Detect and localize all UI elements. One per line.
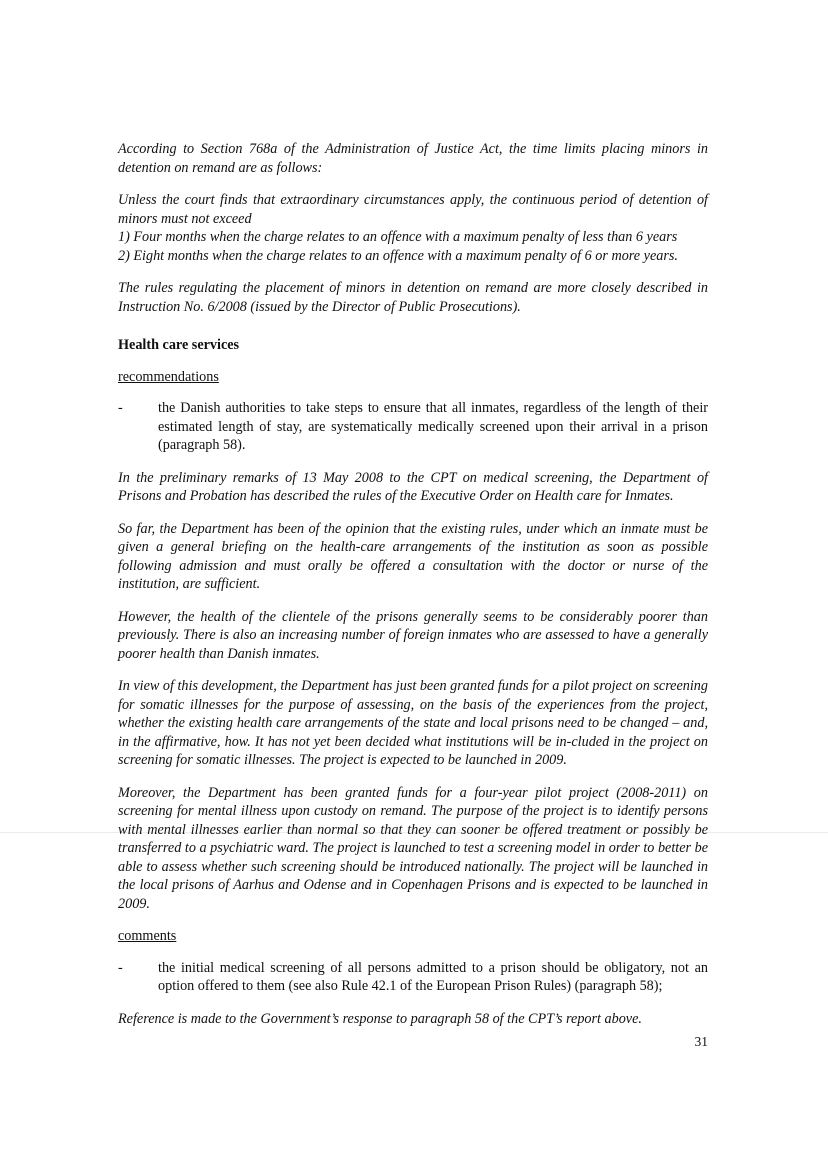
- document-page: [118, 140, 708, 1042]
- intro-paragraph-2-line-3: 2) Eight months when the charge relates to an offence with a maximum penalty of 6 or more years.: [118, 247, 678, 264]
- intro-paragraph-2-line-1: Unless the court finds that extraordinary circumstances apply, the continuous period of detention of minors must not exceed: [118, 192, 708, 227]
- section-heading: Health care services: [118, 337, 240, 353]
- response-paragraph-5: Moreover, the Department has been granted funds for a four-year pilot project (2008-2011) on screening for mental illness upon custody on remand. The purpose of the project is to identify persons with mental illnesses earlier than normal so that they can sooner be offered treatment or possibly be transferred to a psychiatric ward. The project is launched to test a screening model in order to better be able to assess whether such screening should be introduced nationally. The project will be launched in the local prisons of Aarhus and Odense and in Copenhagen Prisons and is expected to be launched in 2009.: [118, 784, 708, 912]
- response-paragraph-1: In the preliminary remarks of 13 May 2008 to the CPT on medical screening, the Department of Prisons and Probation has described the rules of the Executive Order on Health care for Inmates.: [118, 469, 708, 504]
- page-number: 31: [694, 1034, 708, 1049]
- comments-label: comments: [118, 928, 177, 944]
- comment-text: the initial medical screening of all persons admitted to a prison should be obligatory, not an option offered to them (see also Rule 42.1 of the European Prison Rules) (paragraph 58);: [158, 959, 708, 994]
- bullet-dash: -: [118, 400, 123, 416]
- intro-paragraph-1: According to Section 768a of the Administration of Justice Act, the time limits placing minors in detention on remand are as follows:: [118, 141, 708, 176]
- intro-paragraph-2-line-2: 1) Four months when the charge relates to an offence with a maximum penalty of less than 6 years: [118, 229, 678, 245]
- response-paragraph-4: In view of this development, the Department has just been granted funds for a pilot project on screening for somatic illnesses for the purpose of assessing, on the basis of the experiences from the project, whether the existing health care arrangements of the state and local prisons need to be changed – and, in the affirmative, how. It has not yet been decided what institutions will be in-cluded in the project on screening for somatic illnesses. The project is expected to be launched in 2009.: [118, 678, 708, 768]
- intro-paragraph-2: [118, 191, 708, 265]
- response-paragraph-2: So far, the Department has been of the opinion that the existing rules, under which an inmate must be given a general briefing on the health-care arrangements of the institution as soon as possible following admission and must orally be offered a consultation with the doctor or nurse of the institution, are sufficient.: [118, 520, 708, 592]
- recommendation-text: the Danish authorities to take steps to ensure that all inmates, regardless of the length of their estimated length of stay, are systematically medically screened upon their arrival in a prison (paragraph 58).: [158, 400, 708, 453]
- comment-item: [118, 959, 708, 996]
- recommendation-item: [118, 399, 708, 455]
- recommendations-label: recommendations: [118, 368, 219, 385]
- intro-paragraph-3: The rules regulating the placement of minors in detention on remand are more closely described in Instruction No. 6/2008 (issued by the Director of Public Prosecutions).: [118, 280, 708, 315]
- bullet-dash: -: [118, 959, 123, 976]
- closing-paragraph: Reference is made to the Government’s response to paragraph 58 of the CPT’s report above.: [118, 1010, 642, 1027]
- response-paragraph-3: However, the health of the clientele of the prisons generally seems to be considerably poorer than previously. There is also an increasing number of foreign inmates who are assessed to have a generally poorer health than Danish inmates.: [118, 608, 708, 662]
